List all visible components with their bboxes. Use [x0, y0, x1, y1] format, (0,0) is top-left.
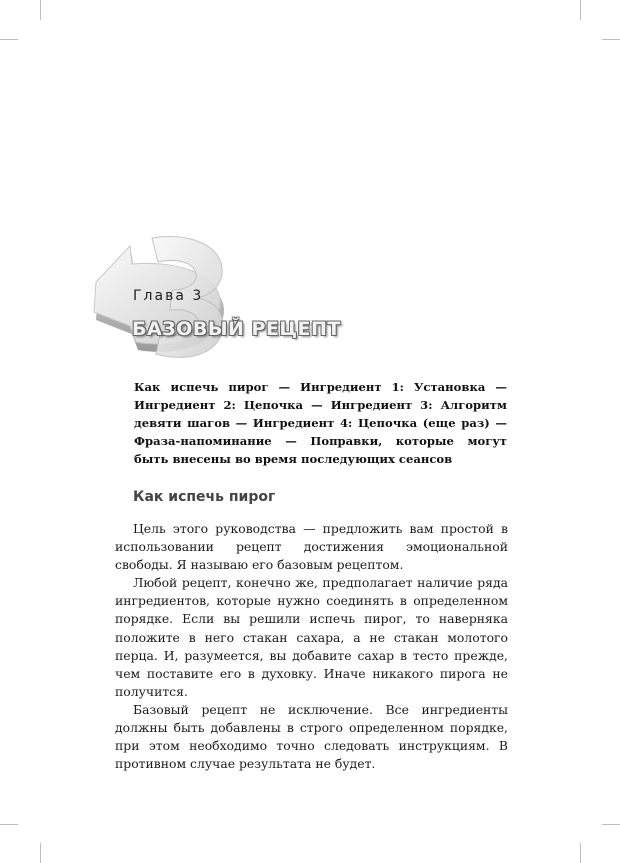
chapter-summary: Как испечь пирог — Ингредиент 1: Установка — Ингредиент 2: Цепочка — Ингредиент 3: Алгоритм девяти шагов — Ингредиент 4: Цепочка (еще раз) — Фраза-напоминание — Поправки, которые могут быть внесены во время последующих сеансов	[134, 380, 507, 466]
crop-mark-top-left-horizontal	[0, 39, 18, 40]
crop-mark-top-right-vertical	[580, 0, 581, 20]
crop-mark-bottom-right-horizontal	[602, 824, 620, 825]
crop-mark-bottom-right-vertical	[580, 843, 581, 863]
crop-mark-top-right-horizontal	[602, 39, 620, 40]
crop-mark-bottom-left-vertical	[40, 843, 41, 863]
crop-mark-bottom-left-horizontal	[0, 824, 18, 825]
body-text	[115, 520, 508, 773]
section-heading: Как испечь пирог	[133, 489, 276, 505]
chapter-title: БАЗОВЫЙ РЕЦЕПТ	[132, 318, 341, 340]
chapter-label: Глава 3	[133, 288, 204, 304]
paragraph: Любой рецепт, конечно же, предполагает наличие ряда ингредиентов, которые нужно соединять в определенном порядке. Если вы решили испечь пирог, то наверняка положите в него стакан сахара, а не стакан молотого перца. И, разумеется, вы добавите сахар в тесто прежде, чем поставите его в духовку. Иначе никакого пирога не получится.	[115, 575, 508, 699]
paragraph: Базовый рецепт не исключение. Все ингредиенты должны быть добавлены в строго определенном порядке, при этом необходимо точно следовать инструкциям. В противном случае результата не будет.	[115, 701, 508, 772]
paragraph: Цель этого руководства — предложить вам простой в использовании рецепт достижения эмоциональной свободы. Я называю его базовым рецептом.	[115, 521, 508, 573]
crop-mark-top-left-vertical	[40, 0, 41, 20]
